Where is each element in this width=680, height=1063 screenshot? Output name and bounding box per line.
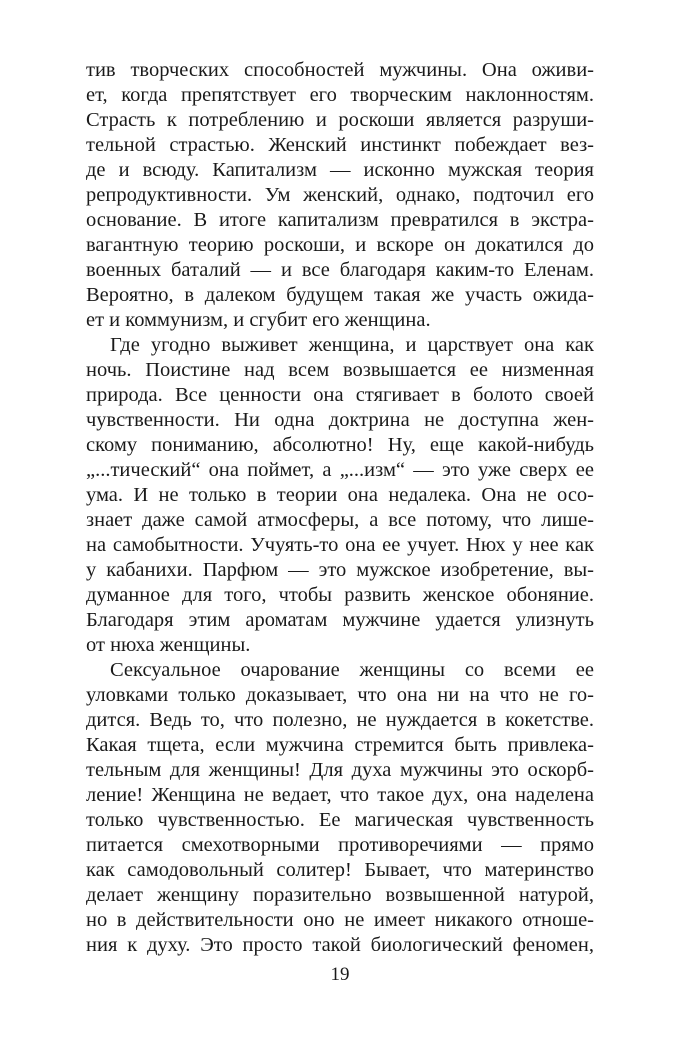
text-line: ет и коммунизм, и сгубит его женщина. xyxy=(86,309,431,331)
text-line: Сексуальное очарование женщины со всеми ее xyxy=(110,659,594,681)
text-line: чувственности. Ни одна доктрина не доступна жен- xyxy=(86,409,594,431)
text-line: ление! Женщина не ведает, что такое дух, она наделена xyxy=(86,784,594,806)
text-line: питается смехотворными противоречиями — прямо xyxy=(86,834,594,856)
text-line: вагантную теорию роскоши, и вскоре он докатился до xyxy=(86,234,594,256)
text-line: у кабанихи. Парфюм — это мужское изобретение, вы- xyxy=(86,559,594,581)
text-line: ночь. Поистине над всем возвышается ее низменная xyxy=(86,359,594,381)
text-line: репродуктивности. Ум женский, однако, подточил его xyxy=(86,184,594,206)
page-number: 19 xyxy=(330,964,350,985)
text-line: только чувственностью. Ее магическая чувственность xyxy=(86,809,594,831)
text-line: ума. И не только в теории она недалека. Она не осо- xyxy=(86,484,594,506)
text-line: ет, когда препятствует его творческим наклонностям. xyxy=(86,84,594,106)
text-line: основание. В итоге капитализм превратился в экстра- xyxy=(86,209,594,231)
text-line: на самобытности. Учуять-то она ее учует. Нюх у нее как xyxy=(86,534,594,556)
text-line: тельным для женщины! Для духа мужчины это оскорб- xyxy=(86,759,594,781)
text-line: думанное для того, чтобы развить женское обоняние. xyxy=(86,584,594,606)
text-line: делает женщину поразительно возвышенной натурой, xyxy=(86,884,594,906)
text-line: знает даже самой атмосферы, а все потому, что лише- xyxy=(86,509,594,531)
text-line: Благодаря этим ароматам мужчине удается улизнуть xyxy=(86,609,594,631)
text-line: скому пониманию, абсолютно! Ну, еще какой-нибудь xyxy=(86,434,594,456)
text-line: как самодовольный солитер! Бывает, что материнство xyxy=(86,859,594,881)
text-line: Какая тщета, если мужчина стремится быть привлека- xyxy=(86,734,594,756)
text-line: от нюха женщины. xyxy=(86,634,251,656)
text-line: Где угодно выживет женщина, и царствует она как xyxy=(110,334,594,356)
text-line: „...тический“ она поймет, а „...изм“ — это уже сверх ее xyxy=(86,459,594,481)
text-line: тив творческих способностей мужчины. Она оживи- xyxy=(86,59,594,81)
text-line: Вероятно, в далеком будущем такая же участь ожида- xyxy=(86,284,594,306)
text-line: военных баталий — и все благодаря каким-то Еленам. xyxy=(86,259,594,281)
text-line: тельной страстью. Женский инстинкт побеждает вез- xyxy=(86,134,594,156)
page-text xyxy=(86,58,594,958)
text-line: Страсть к потреблению и роскоши является разруши- xyxy=(86,109,594,131)
text-line: ния к духу. Это просто такой биологический феномен, xyxy=(86,934,594,956)
text-line: но в действительности оно не имеет никакого отноше- xyxy=(86,909,594,931)
text-line: уловками только доказывает, что она ни на что не го- xyxy=(86,684,594,706)
text-line: природа. Все ценности она стягивает в болото своей xyxy=(86,384,594,406)
text-line: де и всюду. Капитализм — исконно мужская теория xyxy=(86,159,594,181)
text-line: дится. Ведь то, что полезно, не нуждается в кокетстве. xyxy=(86,709,594,731)
